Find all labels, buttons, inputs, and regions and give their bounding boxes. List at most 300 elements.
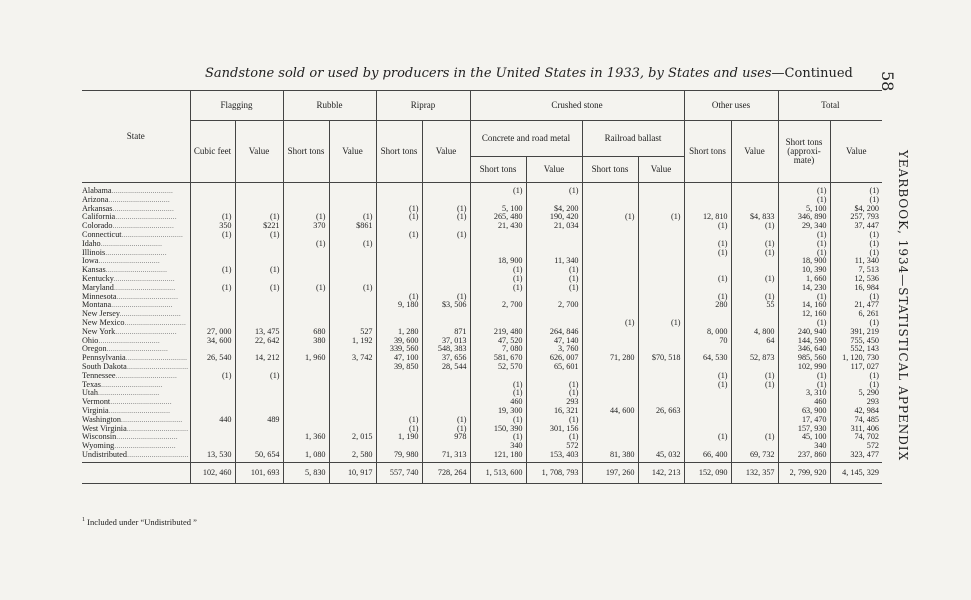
data-cell: (1): [422, 231, 470, 240]
data-cell: [638, 183, 684, 196]
total-cell: 557, 740: [376, 462, 422, 483]
total-cell: 142, 213: [638, 462, 684, 483]
data-cell: 16, 321: [526, 407, 582, 416]
data-cell: [283, 407, 329, 416]
state-name: Illinois: [82, 248, 106, 257]
data-cell: 346, 890: [778, 213, 830, 222]
data-cell: [638, 205, 684, 214]
leader-dots: ..............................: [114, 442, 176, 451]
data-cell: [731, 345, 778, 354]
data-cell: [329, 266, 376, 275]
data-cell: 370: [283, 222, 329, 231]
data-cell: [684, 284, 731, 293]
data-cell: [731, 310, 778, 319]
data-cell: (1): [684, 275, 731, 284]
data-cell: [376, 381, 422, 390]
leader-dots: ..............................: [98, 336, 160, 345]
data-cell: (1): [684, 433, 731, 442]
header-railroad-ballast: Railroad ballast: [582, 121, 684, 157]
state-name: Ohio: [82, 336, 99, 345]
data-cell: [582, 266, 638, 275]
footnote: [82, 517, 197, 527]
data-cell: [376, 442, 422, 451]
data-cell: (1): [731, 433, 778, 442]
table-row: [82, 249, 882, 258]
data-cell: [235, 275, 283, 284]
total-cell: 728, 264: [422, 462, 470, 483]
data-cell: [235, 345, 283, 354]
data-cell: [329, 183, 376, 196]
data-cell: [190, 310, 235, 319]
state-cell: [82, 293, 190, 302]
data-cell: [329, 389, 376, 398]
data-cell: 81, 380: [582, 451, 638, 462]
data-cell: 8, 000: [684, 328, 731, 337]
data-cell: [190, 345, 235, 354]
data-cell: 74, 702: [830, 433, 882, 442]
data-cell: [235, 205, 283, 214]
data-cell: (1): [830, 293, 882, 302]
running-head: YEARBOOK, 1934—STATISTICAL APPENDIX: [896, 150, 910, 462]
data-cell: 280: [684, 301, 731, 310]
data-cell: 489: [235, 416, 283, 425]
data-cell: [283, 310, 329, 319]
table-row: [82, 196, 882, 205]
data-cell: (1): [422, 205, 470, 214]
data-cell: 2, 700: [470, 301, 526, 310]
data-cell: 22, 642: [235, 337, 283, 346]
table-row: [82, 389, 882, 398]
data-cell: [422, 284, 470, 293]
data-cell: (1): [830, 240, 882, 249]
state-name: Idaho: [82, 239, 101, 248]
data-cell: [731, 363, 778, 372]
table-row: [82, 293, 882, 302]
data-cell: [283, 266, 329, 275]
data-cell: [235, 257, 283, 266]
header-other-uses: Other uses: [684, 91, 778, 121]
total-cell: 1, 708, 793: [526, 462, 582, 483]
data-cell: 42, 984: [830, 407, 882, 416]
leader-dots: ..............................: [97, 389, 160, 398]
data-cell: [190, 196, 235, 205]
data-cell: [422, 372, 470, 381]
data-cell: [582, 284, 638, 293]
header-railroad-short-tons: Short tons: [582, 157, 638, 183]
header-rubble: Rubble: [283, 91, 376, 121]
header-concrete-value: Value: [526, 157, 582, 183]
state-name: Iowa: [82, 257, 99, 266]
data-cell: 21, 430: [470, 222, 526, 231]
state-name: South Dakota: [82, 362, 127, 371]
total-cell: 1, 513, 600: [470, 462, 526, 483]
data-cell: 871: [422, 328, 470, 337]
table-row: [82, 442, 882, 451]
state-name: Tennessee: [82, 371, 116, 380]
data-cell: (1): [470, 183, 526, 196]
data-cell: (1): [526, 416, 582, 425]
data-cell: [283, 372, 329, 381]
data-cell: (1): [190, 372, 235, 381]
leader-dots: ..............................: [111, 301, 173, 310]
data-cell: (1): [731, 222, 778, 231]
data-cell: [190, 442, 235, 451]
state-cell: [82, 442, 190, 451]
state-name: Connecticut: [82, 230, 122, 239]
data-cell: [376, 319, 422, 328]
data-cell: [422, 196, 470, 205]
state-cell: [82, 372, 190, 381]
data-cell: 55: [731, 301, 778, 310]
data-cell: [329, 407, 376, 416]
data-cell: [684, 389, 731, 398]
data-cell: [283, 301, 329, 310]
data-cell: 18, 900: [470, 257, 526, 266]
state-name: Colorado: [82, 222, 113, 231]
data-cell: [329, 319, 376, 328]
data-cell: [235, 381, 283, 390]
data-cell: (1): [778, 183, 830, 196]
leader-dots: ..............................: [115, 371, 177, 380]
table-row: [82, 416, 882, 425]
data-cell: [283, 205, 329, 214]
data-cell: (1): [582, 319, 638, 328]
data-cell: [190, 363, 235, 372]
data-cell: (1): [470, 284, 526, 293]
header-crushed-stone: Crushed stone: [470, 91, 684, 121]
data-cell: (1): [731, 381, 778, 390]
state-name: Alabama: [82, 186, 112, 195]
data-cell: 39, 850: [376, 363, 422, 372]
data-cell: (1): [235, 266, 283, 275]
data-cell: [422, 310, 470, 319]
data-cell: (1): [376, 293, 422, 302]
data-cell: [422, 407, 470, 416]
state-cell: [82, 213, 190, 222]
data-cell: [235, 319, 283, 328]
table-row: [82, 337, 882, 346]
data-cell: [526, 310, 582, 319]
data-cell: [638, 310, 684, 319]
data-cell: [376, 284, 422, 293]
leader-dots: ..............................: [113, 274, 175, 283]
table-caption: [205, 66, 853, 81]
state-cell: [82, 240, 190, 249]
table-row: [82, 205, 882, 214]
data-cell: [470, 293, 526, 302]
table-row: [82, 231, 882, 240]
data-cell: (1): [422, 416, 470, 425]
state-cell: [82, 301, 190, 310]
table-row: [82, 275, 882, 284]
table-row: [82, 240, 882, 249]
state-cell: [82, 354, 190, 363]
leader-dots: ..............................: [112, 204, 174, 213]
data-cell: [526, 372, 582, 381]
data-cell: [526, 319, 582, 328]
leader-dots: ..............................: [116, 433, 178, 442]
data-cell: (1): [422, 293, 470, 302]
data-cell: [638, 222, 684, 231]
table-row: [82, 319, 882, 328]
data-cell: 70: [684, 337, 731, 346]
data-cell: 27, 000: [190, 328, 235, 337]
data-cell: [329, 398, 376, 407]
data-cell: [731, 231, 778, 240]
data-cell: 1, 360: [283, 433, 329, 442]
data-cell: [190, 249, 235, 258]
data-cell: [638, 425, 684, 434]
data-cell: 10, 390: [778, 266, 830, 275]
data-cell: [235, 249, 283, 258]
data-cell: [470, 249, 526, 258]
data-cell: (1): [329, 213, 376, 222]
table-row: [82, 345, 882, 354]
data-cell: [376, 196, 422, 205]
data-cell: [731, 183, 778, 196]
state-cell: [82, 275, 190, 284]
data-cell: (1): [526, 284, 582, 293]
data-cell: 350: [190, 222, 235, 231]
data-cell: (1): [731, 275, 778, 284]
data-cell: 1, 280: [376, 328, 422, 337]
header-total-short-tons: Short tons (approximate): [778, 121, 830, 183]
data-cell: 52, 873: [731, 354, 778, 363]
data-cell: 548, 383: [422, 345, 470, 354]
data-cell: [283, 442, 329, 451]
data-cell: 1, 120, 730: [830, 354, 882, 363]
header-total: Total: [778, 91, 882, 121]
data-cell: [470, 231, 526, 240]
data-cell: [190, 183, 235, 196]
header-rubble-short-tons: Short tons: [283, 121, 329, 183]
data-cell: 102, 990: [778, 363, 830, 372]
state-name: Montana: [82, 301, 112, 310]
state-name: Utah: [82, 389, 98, 398]
data-cell: (1): [376, 231, 422, 240]
data-cell: [731, 416, 778, 425]
state-cell: [82, 196, 190, 205]
data-cell: 21, 034: [526, 222, 582, 231]
leader-dots: ..............................: [100, 380, 163, 389]
table-row: [82, 266, 882, 275]
data-cell: [190, 389, 235, 398]
data-cell: $3, 506: [422, 301, 470, 310]
totals-row: [82, 462, 882, 483]
data-cell: 71, 280: [582, 354, 638, 363]
data-cell: [582, 416, 638, 425]
data-cell: (1): [830, 381, 882, 390]
data-cell: [582, 328, 638, 337]
data-cell: 340: [778, 442, 830, 451]
data-cell: [582, 240, 638, 249]
state-cell: [82, 425, 190, 434]
data-cell: 460: [470, 398, 526, 407]
data-cell: [731, 205, 778, 214]
data-cell: [376, 310, 422, 319]
state-name: Texas: [82, 380, 101, 389]
data-cell: (1): [638, 319, 684, 328]
data-cell: 117, 027: [830, 363, 882, 372]
state-cell: [82, 183, 190, 196]
leader-dots: ..............................: [120, 415, 183, 424]
leader-dots: ..............................: [105, 266, 168, 275]
data-cell: (1): [684, 222, 731, 231]
state-name: Pennsylvania: [82, 354, 126, 363]
data-cell: 69, 732: [731, 451, 778, 462]
data-cell: 11, 340: [526, 257, 582, 266]
leader-dots: ..............................: [105, 248, 167, 257]
data-cell: 460: [778, 398, 830, 407]
data-cell: [638, 372, 684, 381]
data-cell: 264, 846: [526, 328, 582, 337]
data-cell: 28, 544: [422, 363, 470, 372]
state-cell: [82, 231, 190, 240]
totals-label-cell: [82, 462, 190, 483]
total-cell: 2, 799, 920: [778, 462, 830, 483]
table-row: [82, 310, 882, 319]
data-cell: (1): [376, 205, 422, 214]
header-flagging-value: Value: [235, 121, 283, 183]
data-cell: 581, 670: [470, 354, 526, 363]
data-cell: [684, 319, 731, 328]
data-cell: [731, 319, 778, 328]
data-cell: [422, 183, 470, 196]
table-row: [82, 222, 882, 231]
state-cell: [82, 257, 190, 266]
data-cell: [638, 345, 684, 354]
state-cell: [82, 319, 190, 328]
data-cell: 74, 485: [830, 416, 882, 425]
data-cell: 37, 013: [422, 337, 470, 346]
data-cell: [376, 257, 422, 266]
data-cell: [283, 183, 329, 196]
data-cell: (1): [190, 231, 235, 240]
data-cell: [190, 205, 235, 214]
data-cell: (1): [190, 284, 235, 293]
data-cell: [422, 222, 470, 231]
data-cell: 26, 540: [190, 354, 235, 363]
state-cell: [82, 363, 190, 372]
footnote-text: Included under “Undistributed ”: [85, 517, 197, 527]
data-cell: [235, 389, 283, 398]
table-row: [82, 407, 882, 416]
data-cell: (1): [526, 433, 582, 442]
data-cell: 311, 406: [830, 425, 882, 434]
total-cell: 4, 145, 329: [830, 462, 882, 483]
data-cell: (1): [526, 275, 582, 284]
table-row: [82, 451, 882, 462]
data-cell: [422, 319, 470, 328]
data-cell: [470, 196, 526, 205]
data-cell: [422, 389, 470, 398]
state-name: Washington: [82, 415, 121, 424]
state-cell: [82, 381, 190, 390]
total-cell: 101, 693: [235, 462, 283, 483]
data-cell: $4, 200: [830, 205, 882, 214]
data-cell: [190, 293, 235, 302]
data-cell: (1): [283, 284, 329, 293]
data-cell: (1): [190, 213, 235, 222]
data-cell: [283, 231, 329, 240]
data-cell: [283, 389, 329, 398]
data-cell: 1, 660: [778, 275, 830, 284]
data-cell: 144, 590: [778, 337, 830, 346]
data-cell: [190, 319, 235, 328]
data-cell: [422, 275, 470, 284]
data-cell: 11, 340: [830, 257, 882, 266]
data-cell: 45, 032: [638, 451, 684, 462]
state-cell: [82, 328, 190, 337]
data-cell: [329, 425, 376, 434]
data-cell: [283, 249, 329, 258]
data-cell: 14, 160: [778, 301, 830, 310]
state-name: West Virginia: [82, 424, 127, 433]
data-cell: [376, 372, 422, 381]
data-cell: [638, 416, 684, 425]
state-cell: [82, 345, 190, 354]
data-cell: 47, 520: [470, 337, 526, 346]
data-cell: 3, 742: [329, 354, 376, 363]
state-name: Vermont: [82, 398, 111, 407]
data-cell: [731, 196, 778, 205]
data-cell: [422, 398, 470, 407]
data-cell: 323, 477: [830, 451, 882, 462]
data-cell: 5, 100: [470, 205, 526, 214]
header-rubble-value: Value: [329, 121, 376, 183]
data-cell: [235, 183, 283, 196]
data-cell: 79, 980: [376, 451, 422, 462]
sandstone-table: [82, 90, 882, 484]
data-cell: 63, 900: [778, 407, 830, 416]
data-cell: (1): [830, 249, 882, 258]
data-cell: [731, 425, 778, 434]
data-cell: 985, 560: [778, 354, 830, 363]
state-name: New Mexico: [82, 318, 125, 327]
data-cell: 65, 601: [526, 363, 582, 372]
data-cell: [376, 407, 422, 416]
data-cell: [190, 240, 235, 249]
data-cell: [684, 425, 731, 434]
data-cell: [235, 240, 283, 249]
data-cell: 13, 530: [190, 451, 235, 462]
leader-dots: ..............................: [110, 398, 172, 407]
state-name: California: [82, 213, 116, 222]
data-cell: [582, 205, 638, 214]
data-cell: (1): [582, 213, 638, 222]
state-name: Arizona: [82, 195, 109, 204]
data-cell: [638, 442, 684, 451]
data-cell: (1): [638, 213, 684, 222]
state-cell: [82, 407, 190, 416]
data-cell: [582, 425, 638, 434]
data-cell: [376, 389, 422, 398]
data-cell: (1): [422, 213, 470, 222]
caption-title: Sandstone sold or used by producers in the United States in 1933, by States and uses: [205, 66, 772, 81]
table-row: [82, 381, 882, 390]
total-cell: 197, 260: [582, 462, 638, 483]
data-cell: (1): [526, 183, 582, 196]
data-cell: (1): [422, 425, 470, 434]
data-cell: [329, 301, 376, 310]
data-cell: 26, 663: [638, 407, 684, 416]
data-cell: [582, 301, 638, 310]
state-cell: [82, 389, 190, 398]
data-cell: [526, 293, 582, 302]
leader-dots: ..............................: [100, 239, 163, 248]
data-cell: [329, 416, 376, 425]
data-cell: [329, 257, 376, 266]
